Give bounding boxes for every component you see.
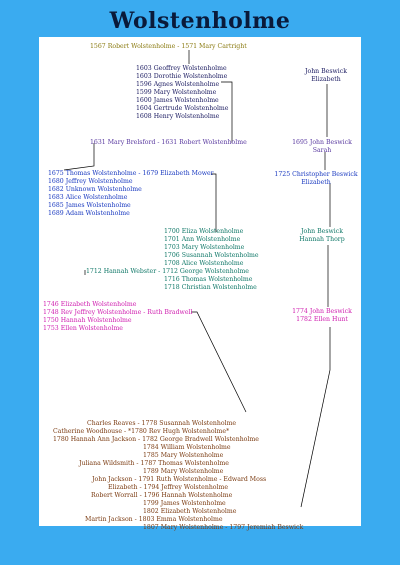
gen4-child: 1680 Jeffrey Wolstenholme: [48, 178, 133, 185]
chart-title: Wolstenholme: [109, 8, 291, 34]
gen4-child: 1683 Alice Wolstenholme: [48, 194, 128, 201]
gen1-couple: 1567 Robert Wolstenholme - 1571 Mary Cartright: [90, 43, 247, 50]
gen5-child: 1706 Susannah Wolstenholme: [164, 252, 259, 259]
gen5-child: 1708 Alice Wolstenholme: [164, 260, 244, 267]
gen7-child: 1789 Mary Wolstenholme: [143, 468, 224, 475]
gen5-child: 1701 Ann Wolstenholme: [164, 236, 241, 243]
gen2-child: 1603 Geoffrey Wolstenholme: [136, 65, 227, 72]
beswick-spouse: 1782 Ellen Hunt: [296, 316, 348, 323]
gen7-child: 1807 Mary Wolstenholme - 1797 Jeremiah Beswick: [143, 524, 304, 531]
gen6-child: 1750 Hannah Wolstenholme: [43, 317, 132, 324]
gen7-child: Juliana Wildsmith - 1787 Thomas Wolstenholme: [79, 460, 229, 467]
gen3-couple: 1631 Mary Brelsford - 1631 Robert Wolstenholme: [90, 139, 247, 146]
beswick-name: 1725 Christopher Beswick: [274, 171, 358, 178]
gen6-child: 1753 Ellen Wolstenholme: [43, 325, 123, 332]
gen4-child: 1675 Thomas Wolstenholme - 1679 Elizabeth Mower: [48, 170, 214, 177]
gen7-child: Robert Worrall - 1796 Hannah Wolstenholme: [91, 492, 233, 499]
gen7-child: 1784 William Wolstenholme: [143, 444, 231, 451]
beswick-spouse: Elizabeth: [311, 76, 341, 83]
beswick-spouse: Hannah Thorp: [299, 236, 345, 243]
gen5-child: 1700 Eliza Wolstenholme: [164, 228, 244, 235]
gen7-child: Charles Reaves - 1778 Susannah Wolstenholme: [87, 420, 237, 427]
gen7-child: 1785 Mary Wolstenholme: [143, 452, 224, 459]
gen7-child: John Jackson - 1791 Ruth Wolstenholme - Edward Moss: [92, 476, 267, 483]
beswick-name: John Beswick: [304, 68, 348, 75]
gen5-child: 1718 Christian Wolstenholme: [164, 284, 257, 291]
connector-beswick-5: [301, 327, 330, 507]
gen5-child: 1703 Mary Wolstenholme: [164, 244, 245, 251]
gen2-child: 1596 Agnes Wolstenholme: [136, 81, 220, 88]
beswick-name: 1695 John Beswick: [292, 139, 352, 146]
gen5-child: 1716 Thomas Wolstenholme: [164, 276, 253, 283]
gen7-child: 1780 Hannah Ann Jackson - 1782 George Bradwell Wolstenholme: [53, 436, 259, 443]
family-tree-panel: [39, 37, 361, 531]
gen4-child: 1685 James Wolstenholme: [48, 202, 131, 209]
gen7-child: 1799 James Wolstenholme: [143, 500, 226, 507]
gen2-child: 1603 Dorothie Wolstenholme: [136, 73, 228, 80]
gen2-child: 1600 James Wolstenholme: [136, 97, 219, 104]
gen2-child: 1608 Henry Wolstenholme: [136, 113, 220, 120]
gen7-child: 1802 Elizabeth Wolstenholme: [143, 508, 237, 515]
connector-gen4-gen5: [211, 174, 216, 232]
gen5-child: 1712 Hannah Webster - 1712 George Wolstenholme: [86, 268, 249, 275]
gen6-child: 1748 Rev Jeffrey Wolstenholme - Ruth Bradwell: [43, 309, 193, 316]
gen4-child: 1689 Adam Wolstenholme: [48, 210, 130, 217]
beswick-name: John Beswick: [300, 228, 344, 235]
gen6-child: 1746 Elizabeth Wolstenholme: [43, 301, 137, 308]
gen4-child: 1682 Unknown Wolstenholme: [48, 186, 142, 193]
beswick-spouse: Elizabeth: [301, 179, 331, 186]
connector-gen6-gen7: [191, 312, 246, 412]
gen2-child: 1604 Gertrude Wolstenholme: [136, 105, 229, 112]
beswick-name: 1774 John Beswick: [292, 308, 352, 315]
gen7-child: Elizabeth - 1794 Jeffrey Wolstenholme: [108, 484, 229, 491]
gen2-child: 1599 Mary Wolstenholme: [136, 89, 217, 96]
gen7-child: Martin Jackson - 1803 Emma Wolstenholme: [85, 516, 223, 523]
gen7-child: Catherine Woodhouse - *1780 Rev Hugh Wolstenholme*: [53, 428, 230, 435]
beswick-spouse: Sarah: [312, 147, 332, 154]
